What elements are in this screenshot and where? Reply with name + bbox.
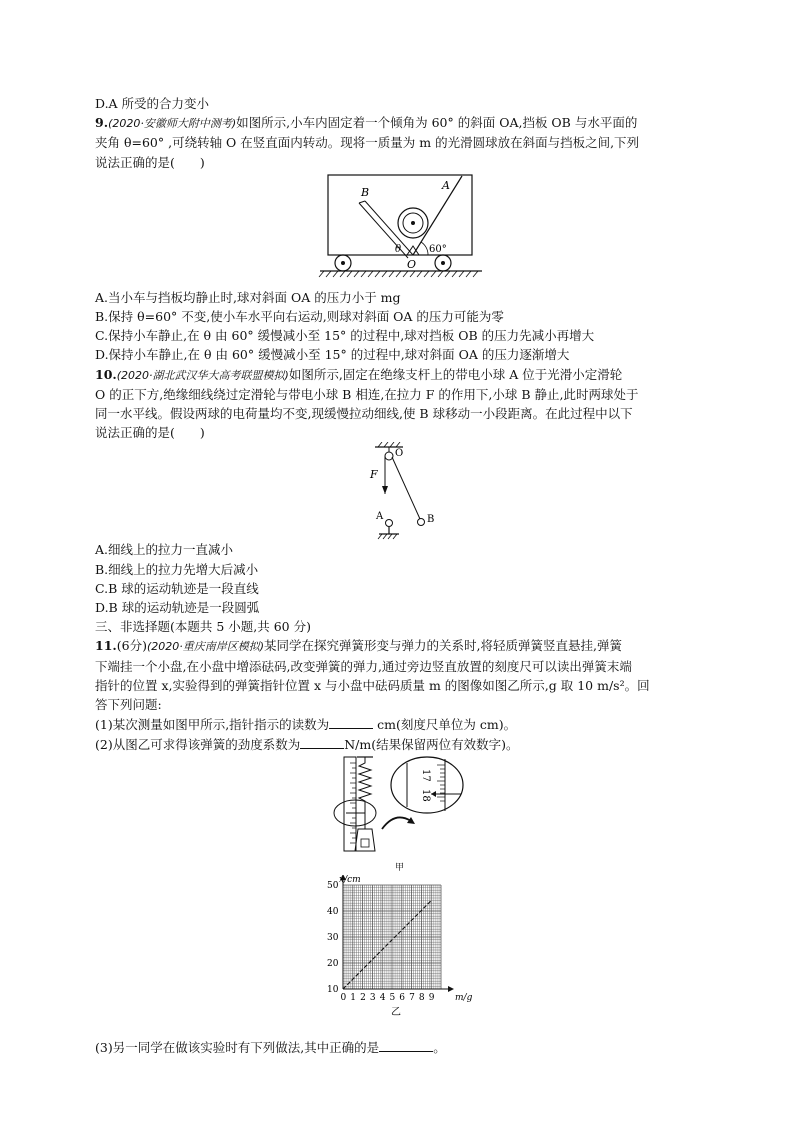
- q9-number: 9.: [95, 115, 109, 131]
- figure-yi-caption: 乙: [391, 1006, 401, 1018]
- q9-option-b: B.保持 θ=60° 不变,使小车水平向右运动,则球对斜面 OA 的压力可能为零: [95, 309, 504, 325]
- q11-sub2-blank[interactable]: [300, 734, 344, 749]
- q9-line-2: 夹角 θ=60° ,可绕转轴 O 在竖直面内转动。现将一质量为 m 的光滑圆球放在斜面与挡板之间,下列: [95, 135, 640, 151]
- q11-line-2: 下端挂一个小盘,在小盘中增添砝码,改变弹簧的弹力,通过旁边竖直放置的刻度尺可以读出弹簧末端: [95, 658, 632, 674]
- x-tick-label: 3: [369, 992, 376, 1003]
- q10-option-d: D.B 球的运动轨迹是一段圆弧: [95, 600, 260, 616]
- x-tick-label: 5: [389, 992, 396, 1003]
- label-a: A: [376, 511, 384, 523]
- q11-sub3-blank[interactable]: [379, 1037, 433, 1052]
- y-tick-label: 20: [327, 958, 339, 969]
- q11-line-3: 指针的位置 x,实验得到的弹簧指针位置 x 与小盘中砝码质量 m 的图像如图乙所示,g 取 10 m/s²。回: [95, 677, 650, 693]
- exam-page: [95, 94, 701, 1057]
- x-tick-label: 0: [340, 992, 347, 1003]
- q9-line-1: 如图所示,小车内固定着一个倾角为 60° 的斜面 OA,挡板 OB 与水平面的: [236, 115, 638, 131]
- q11-sub2-text: (2)从图乙可求得该弹簧的劲度系数为: [95, 737, 301, 753]
- weight: [361, 839, 369, 847]
- q10-line-4: 说法正确的是( ): [95, 425, 205, 441]
- ground-hatch: [319, 271, 478, 277]
- label-b: B: [361, 185, 370, 199]
- section-3-heading: 三、非选择题(本题共 5 小题,共 60 分): [95, 619, 311, 635]
- q10-option-c: C.B 球的运动轨迹是一段直线: [95, 580, 259, 596]
- zoom-arrow: [382, 817, 411, 829]
- label-60deg: 60°: [429, 243, 447, 255]
- x-tick-label: 7: [409, 992, 415, 1003]
- q10-line-2: O 的正下方,绝缘细线绕过定滑轮与带电小球 B 相连,在拉力 F 的作用下,小球 B 静止,此时两球处于: [95, 386, 639, 402]
- q11-sub1-text: (1)某次测量如图甲所示,指针指示的读数为: [95, 717, 330, 733]
- magnified-ticks: [437, 765, 445, 801]
- q11-sub1-blank[interactable]: [329, 714, 373, 729]
- plate-ob: [365, 201, 413, 255]
- figure-jia-caption: 甲: [395, 862, 405, 873]
- x-tick-label: 9: [428, 992, 435, 1003]
- figure-jia: [95, 755, 701, 875]
- arrow-f: [382, 486, 388, 494]
- q11-score: (6分): [116, 638, 147, 654]
- q10-line-3: 同一水平线。假设两球的电荷量均不变,现缓慢拉动细线,使 B 球移动一小段距离。在此过程中以下: [95, 406, 633, 422]
- q9-option-c: C.保持小车静止,在 θ 由 60° 缓慢减小至 15° 的过程中,球对挡板 OB 的压力先减小再增大: [95, 328, 595, 344]
- question-9: [95, 113, 701, 364]
- ball-a: [386, 520, 393, 527]
- x-tick-label: 2: [360, 992, 366, 1003]
- y-tick-label: 50: [327, 880, 339, 891]
- q10-source: (2020·湖北武汉华大高考联盟模拟): [116, 368, 289, 382]
- q11-number: 11.: [95, 638, 117, 654]
- label-o: O: [407, 257, 417, 271]
- label-a: A: [442, 178, 450, 192]
- q10-line-1: 如图所示,固定在绝缘支杆上的带电小球 A 位于光滑小定滑轮: [288, 366, 623, 382]
- pan: [355, 829, 375, 851]
- magnified-view: [391, 757, 463, 813]
- ball-b: [418, 519, 425, 526]
- spring-ruler-diagram: [95, 755, 701, 875]
- q10-figure: [95, 442, 701, 540]
- q11-line-1: 某同学在探究弹簧形变与弹力的关系时,将轻质弹簧竖直悬挂,弹簧: [264, 638, 622, 654]
- y-tick-label: 10: [327, 984, 339, 995]
- string-ob: [392, 457, 420, 519]
- x-axis-label: m/g: [455, 992, 473, 1003]
- ruler-label-17: 17: [420, 768, 431, 782]
- x-axis-arrow: [448, 986, 454, 992]
- q11-source: (2020·重庆南岸区模拟): [146, 640, 265, 654]
- y-axis-label: x/cm: [339, 874, 361, 885]
- q10-option-b: B.细线上的拉力先增大后减小: [95, 561, 259, 577]
- q11-sub3-text: (3)另一同学在做该实验时有下列做法,其中正确的是: [95, 1039, 380, 1055]
- pulley-charge-diagram: [95, 442, 701, 540]
- x-tick-label: 8: [418, 992, 425, 1003]
- question-11: [95, 636, 701, 1056]
- figure-yi: [95, 875, 701, 1025]
- x-tick-label: 4: [379, 992, 386, 1003]
- q9-source: (2020·安徽师大附中测考): [108, 117, 237, 131]
- q9-figure: [95, 172, 701, 288]
- prev-option-d: D.A 所受的合力变小: [95, 96, 210, 111]
- q11-sub2-unit: N/m(结果保留两位有效数字)。: [344, 737, 519, 753]
- label-b: B: [427, 514, 435, 526]
- x-m-chart: [95, 875, 701, 1025]
- y-tick-label: 40: [327, 906, 339, 917]
- ruler: [344, 757, 356, 851]
- x-tick-label: 6: [399, 992, 406, 1003]
- label-o: O: [395, 448, 404, 460]
- spring: [359, 757, 371, 813]
- label-theta: θ: [395, 243, 402, 255]
- x-tick-label: 1: [350, 992, 357, 1003]
- label-f: F: [370, 468, 378, 482]
- question-10: [95, 365, 701, 618]
- q10-number: 10.: [95, 366, 117, 382]
- y-tick-label: 30: [327, 932, 339, 943]
- q9-option-a: A.当小车与挡板均静止时,球对斜面 OA 的压力小于 mg: [95, 289, 401, 305]
- ruler-ticks: [350, 763, 356, 843]
- q9-option-d: D.保持小车静止,在 θ 由 60° 缓慢减小至 15° 的过程中,球对斜面 OA 的压力逐渐增大: [95, 347, 570, 363]
- ruler-label-18: 18: [420, 788, 431, 802]
- q11-line-4: 答下列问题:: [95, 697, 162, 713]
- q11-sub3-end: 。: [433, 1039, 446, 1055]
- cart-incline-diagram: [95, 172, 701, 288]
- q9-line-3: 说法正确的是( ): [95, 154, 205, 170]
- pulley: [385, 452, 393, 460]
- q10-option-a: A.细线上的拉力一直减小: [95, 542, 234, 558]
- q11-sub1-unit: cm(刻度尺单位为 cm)。: [373, 717, 517, 733]
